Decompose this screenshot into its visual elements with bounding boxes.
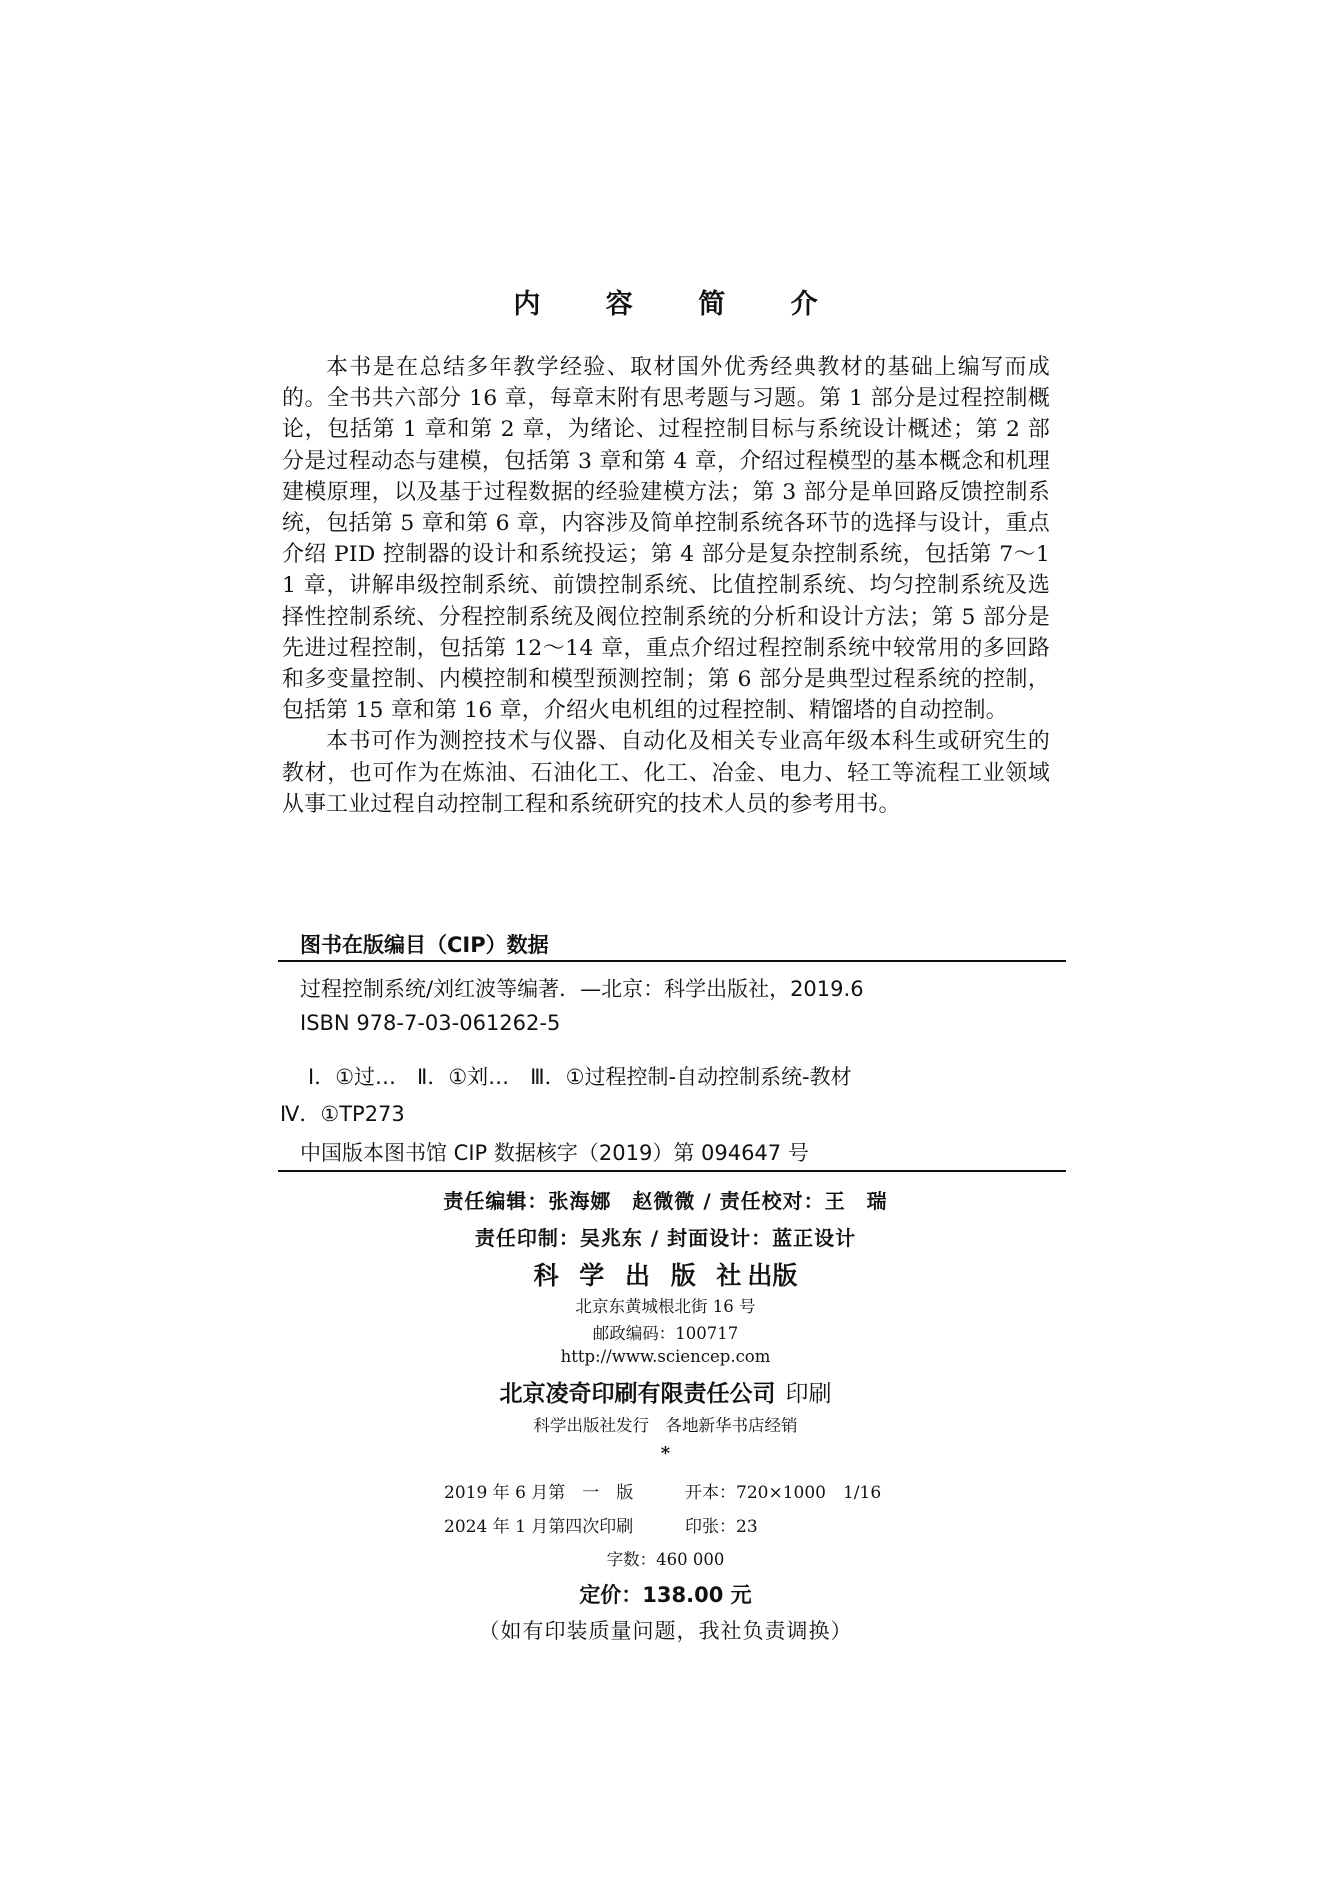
printer-name: 北京凌奇印刷有限责任公司 (499, 1381, 776, 1407)
word-count: 字数：460 000 (606, 1550, 725, 1569)
print-staff-line: 责任印制：吴兆东 / 封面设计：蓝正设计 (474, 1226, 857, 1250)
price: 定价：138.00 元 (579, 1583, 752, 1607)
editors-line: 责任编辑：张海娜 赵微微 / 责任校对：王 瑞 (443, 1189, 888, 1213)
publisher-line (0, 1256, 1331, 1292)
cip-bottom-rule (278, 1170, 1066, 1172)
abstract-paragraph-2: 本书可作为测控技术与仪器、自动化及相关专业高年级本科生或研究生的教材，也可作为在炼油、石油化工、化工、冶金、电力、轻工等流程工业领域从事工业过程自动控制工程和系统研究的技术人员的参考用书。 (282, 729, 1050, 817)
cip-classification-line-1: Ⅰ．①过… Ⅱ．①刘… Ⅲ．①过程控制-自动控制系统-教材 (308, 1065, 852, 1089)
abstract-section (282, 352, 1050, 820)
cip-title-line: 过程控制系统/刘红波等编著．—北京：科学出版社，2019.6 (300, 977, 864, 1001)
publisher-name: 科 学 出 版 社 (533, 1261, 748, 1290)
printer-suffix: 印刷 (785, 1381, 832, 1407)
quality-note: （如有印装质量问题，我社负责调换） (478, 1619, 853, 1643)
cip-classification-line-2: Ⅳ．①TP273 (280, 1102, 405, 1126)
cip-top-rule (278, 960, 1066, 962)
format-info: 开本：720×1000 1/16 (685, 1483, 882, 1503)
publisher-address: 北京东黄城根北街 16 号 (575, 1297, 756, 1316)
sheets-info: 印张：23 (685, 1517, 758, 1537)
printer-line (0, 1375, 1331, 1408)
page-title: 内 容 简 介 (513, 289, 846, 320)
distribution-line: 科学出版社发行 各地新华书店经销 (533, 1416, 798, 1435)
cip-heading: 图书在版编目（CIP）数据 (300, 933, 549, 957)
abstract-paragraph-1: 本书是在总结多年教学经验、取材国外优秀经典教材的基础上编写而成的。全书共六部分 16 章，每章末附有思考题与习题。第 1 部分是过程控制概论，包括第 1 章和第 2 章，为绪论、过程控制目标与系统设计概述；第 2 部分是过程动态与建模，包括第 3 章和第 4 章，介绍过程模型的基本概念和机理建模原理，以及基于过程数据的经验建模方法；第 3 部分是单回路反馈控制系统，包括第 5 章和第 6 章，内容涉及简单控制系统各环节的选择与设计，重点介绍 PID 控制器的设计和系统投运；第 4 部分是复杂控制系统，包括第 7～11 章，讲解串级控制系统、前馈控制系统、比值控制系统、均匀控制系统及选择性控制系统、分程控制系统及阀位控制系统的分析和设计方法；第 5 部分是先进过程控制，包括第 12～14 章，重点介绍过程控制系统中较常用的多回路和多变量控制、内模控制和模型预测控制；第 6 部分是典型过程系统的控制，包括第 15 章和第 16 章，介绍火电机组的过程控制、精馏塔的自动控制。 (282, 355, 1050, 724)
printing-info: 2024 年 1 月第四次印刷 (444, 1517, 634, 1537)
separator-star: * (660, 1443, 671, 1464)
cip-number: 中国版本图书馆 CIP 数据核字（2019）第 094647 号 (300, 1141, 809, 1165)
cip-isbn: ISBN 978-7-03-061262-5 (300, 1011, 561, 1035)
publisher-suffix: 出版 (747, 1261, 798, 1290)
edition-info: 2019 年 6 月第 一 版 (444, 1483, 634, 1503)
publisher-website: http://www.sciencep.com (560, 1347, 771, 1366)
postcode: 邮政编码：100717 (592, 1324, 739, 1343)
